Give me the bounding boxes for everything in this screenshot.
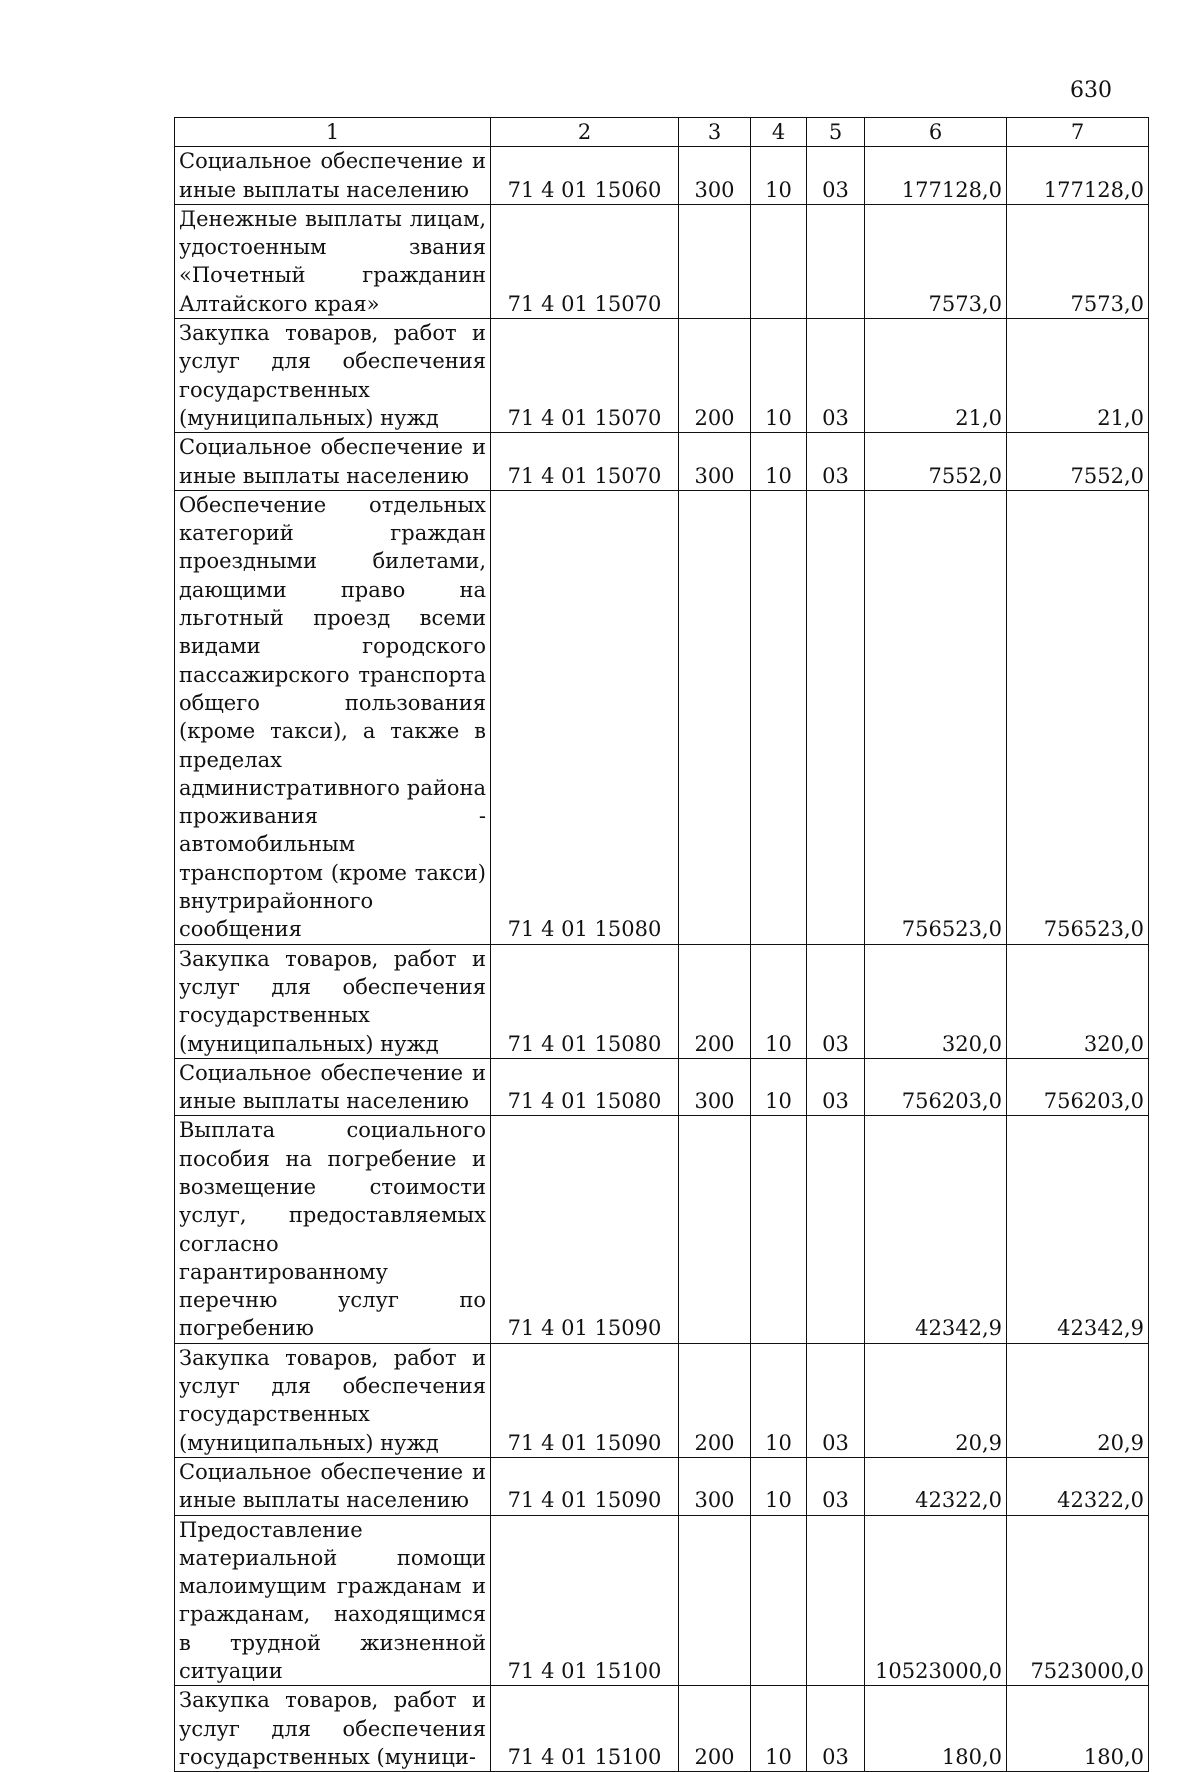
- row-expense-type: 300: [679, 1058, 751, 1116]
- row-section: 10: [751, 1457, 807, 1515]
- table-row: [175, 204, 1149, 318]
- row-amount-1: 10523000,0: [865, 1515, 1007, 1686]
- row-amount-1: 177128,0: [865, 147, 1007, 205]
- row-section: 10: [751, 319, 807, 433]
- row-subsection: [807, 1515, 865, 1686]
- row-section: 10: [751, 147, 807, 205]
- row-code: 71 4 01 15100: [491, 1515, 679, 1686]
- header-col-4: 4: [751, 118, 807, 147]
- row-name: Денежные выплаты лицам, удостоенным звания «Почетный гражданин Алтайского края»: [175, 204, 491, 318]
- table-row: [175, 1116, 1149, 1343]
- table-row: [175, 319, 1149, 433]
- row-expense-type: 200: [679, 319, 751, 433]
- row-amount-2: 7552,0: [1007, 433, 1149, 491]
- row-name: Социальное обеспечение и иные выплаты населению: [175, 1457, 491, 1515]
- row-amount-1: 320,0: [865, 944, 1007, 1058]
- header-col-3: 3: [679, 118, 751, 147]
- row-amount-1: 7573,0: [865, 204, 1007, 318]
- row-amount-1: 42322,0: [865, 1457, 1007, 1515]
- row-subsection: 03: [807, 147, 865, 205]
- row-amount-2: 42322,0: [1007, 1457, 1149, 1515]
- row-expense-type: 200: [679, 1686, 751, 1772]
- row-amount-1: 21,0: [865, 319, 1007, 433]
- table-row: [175, 147, 1149, 205]
- row-amount-2: 42342,9: [1007, 1116, 1149, 1343]
- row-expense-type: [679, 1116, 751, 1343]
- row-amount-2: 177128,0: [1007, 147, 1149, 205]
- table-row: [175, 1343, 1149, 1457]
- row-subsection: 03: [807, 1686, 865, 1772]
- page-number: 630: [1070, 78, 1112, 103]
- table-header-row: [175, 118, 1149, 147]
- row-code: 71 4 01 15070: [491, 319, 679, 433]
- row-code: 71 4 01 15070: [491, 204, 679, 318]
- row-name: Социальное обеспечение и иные выплаты населению: [175, 433, 491, 491]
- row-code: 71 4 01 15080: [491, 490, 679, 944]
- row-amount-1: 7552,0: [865, 433, 1007, 491]
- row-code: 71 4 01 15080: [491, 944, 679, 1058]
- row-subsection: 03: [807, 944, 865, 1058]
- row-section: 10: [751, 944, 807, 1058]
- row-section: [751, 490, 807, 944]
- row-name: Социальное обеспечение и иные выплаты населению: [175, 147, 491, 205]
- row-expense-type: 300: [679, 1457, 751, 1515]
- row-code: 71 4 01 15100: [491, 1686, 679, 1772]
- row-amount-2: 7523000,0: [1007, 1515, 1149, 1686]
- row-subsection: [807, 1116, 865, 1343]
- header-col-7: 7: [1007, 118, 1149, 147]
- row-amount-1: 756203,0: [865, 1058, 1007, 1116]
- row-amount-2: 7573,0: [1007, 204, 1149, 318]
- row-code: 71 4 01 15090: [491, 1343, 679, 1457]
- row-amount-2: 20,9: [1007, 1343, 1149, 1457]
- budget-table: [174, 117, 1149, 1772]
- row-code: 71 4 01 15080: [491, 1058, 679, 1116]
- row-code: 71 4 01 15070: [491, 433, 679, 491]
- row-section: 10: [751, 1686, 807, 1772]
- table-row: [175, 1515, 1149, 1686]
- table-row: [175, 1058, 1149, 1116]
- row-section: [751, 1515, 807, 1686]
- row-name: Обеспечение отдельных категорий граждан проездными билетами, дающими право на льготный проезд всеми видами городского пассажирского транспорта общего пользования (кроме такси), а также в пределах административного района проживания - автомобильным транспортом (кроме такси) внутрирайонного сообщения: [175, 490, 491, 944]
- row-amount-1: 756523,0: [865, 490, 1007, 944]
- row-section: 10: [751, 1343, 807, 1457]
- row-expense-type: [679, 1515, 751, 1686]
- row-code: 71 4 01 15090: [491, 1116, 679, 1343]
- header-col-6: 6: [865, 118, 1007, 147]
- row-expense-type: 300: [679, 433, 751, 491]
- row-code: 71 4 01 15090: [491, 1457, 679, 1515]
- row-name: Закупка товаров, работ и услуг для обеспечения государственных (муниципальных) нужд: [175, 944, 491, 1058]
- row-section: 10: [751, 433, 807, 491]
- table-row: [175, 1457, 1149, 1515]
- row-amount-1: 180,0: [865, 1686, 1007, 1772]
- row-amount-1: 42342,9: [865, 1116, 1007, 1343]
- row-section: [751, 1116, 807, 1343]
- header-col-5: 5: [807, 118, 865, 147]
- row-subsection: 03: [807, 1457, 865, 1515]
- row-amount-2: 756203,0: [1007, 1058, 1149, 1116]
- row-name: Предоставление материальной помощи малоимущим гражданам и гражданам, находящимся в трудной жизненной ситуации: [175, 1515, 491, 1686]
- row-code: 71 4 01 15060: [491, 147, 679, 205]
- row-subsection: [807, 204, 865, 318]
- row-name: Социальное обеспечение и иные выплаты населению: [175, 1058, 491, 1116]
- table-row: [175, 944, 1149, 1058]
- row-subsection: 03: [807, 433, 865, 491]
- row-amount-2: 320,0: [1007, 944, 1149, 1058]
- row-name: Закупка товаров, работ и услуг для обеспечения государственных (муниципальных) нужд: [175, 1343, 491, 1457]
- row-expense-type: 300: [679, 147, 751, 205]
- row-section: 10: [751, 1058, 807, 1116]
- header-col-1: 1: [175, 118, 491, 147]
- header-col-2: 2: [491, 118, 679, 147]
- table-row: [175, 1686, 1149, 1772]
- row-subsection: [807, 490, 865, 944]
- row-expense-type: [679, 490, 751, 944]
- row-subsection: 03: [807, 1343, 865, 1457]
- row-section: [751, 204, 807, 318]
- row-amount-2: 21,0: [1007, 319, 1149, 433]
- row-amount-2: 180,0: [1007, 1686, 1149, 1772]
- table-row: [175, 490, 1149, 944]
- row-expense-type: 200: [679, 944, 751, 1058]
- table-row: [175, 433, 1149, 491]
- row-subsection: 03: [807, 319, 865, 433]
- row-name: Выплата социального пособия на погребение и возмещение стоимости услуг, предоставляемых согласно гарантированному перечню услуг по погребению: [175, 1116, 491, 1343]
- row-expense-type: [679, 204, 751, 318]
- row-amount-2: 756523,0: [1007, 490, 1149, 944]
- row-amount-1: 20,9: [865, 1343, 1007, 1457]
- row-name: Закупка товаров, работ и услуг для обеспечения государственных (муниципальных) нужд: [175, 319, 491, 433]
- row-name: Закупка товаров, работ и услуг для обеспечения государственных (муници-: [175, 1686, 491, 1772]
- row-expense-type: 200: [679, 1343, 751, 1457]
- row-subsection: 03: [807, 1058, 865, 1116]
